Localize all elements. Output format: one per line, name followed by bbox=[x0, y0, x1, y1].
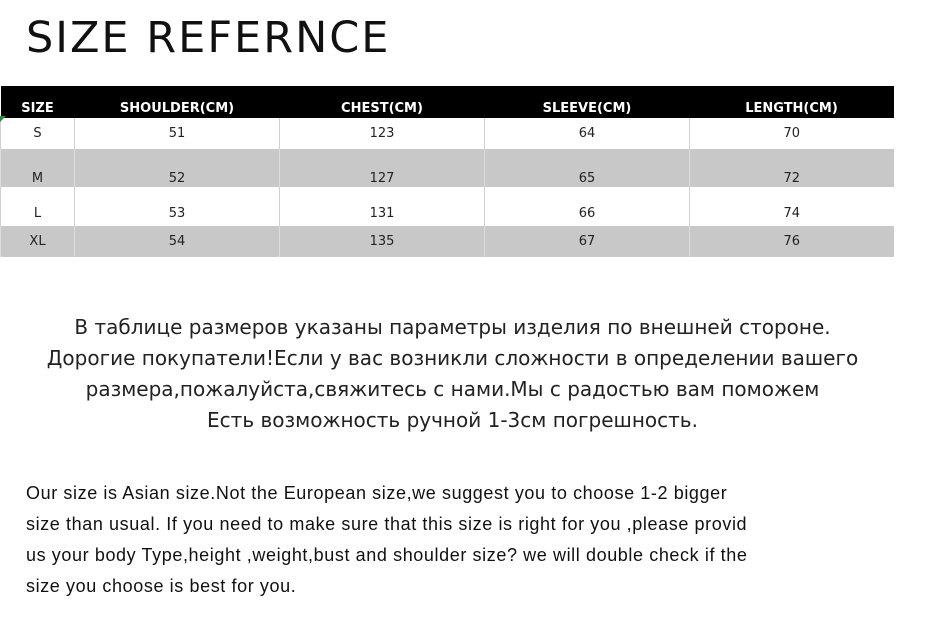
cell-shoulder: 52 bbox=[75, 149, 280, 187]
russian-notice-line: Дорогие покупатели!Если у вас возникли сложности в определении вашего bbox=[46, 346, 859, 370]
cell-sleeve: 67 bbox=[485, 226, 690, 257]
header-chest: CHEST(CM) bbox=[280, 86, 485, 118]
cell-length: 76 bbox=[690, 226, 894, 257]
cell-size: S bbox=[1, 118, 75, 149]
page-title: SIZE REFERNCE bbox=[26, 13, 391, 63]
russian-notice bbox=[0, 312, 905, 436]
cell-chest: 123 bbox=[280, 118, 485, 149]
table-row bbox=[1, 187, 894, 226]
cell-chest: 131 bbox=[280, 187, 485, 226]
cell-sleeve: 65 bbox=[485, 149, 690, 187]
english-notice-line: size than usual. If you need to make sure that this size is right for you ,please provid bbox=[26, 514, 748, 534]
russian-notice-line: Есть возможность ручной 1-3см погрешность. bbox=[207, 408, 698, 432]
english-notice-line: us your body Type,height ,weight,bust and shoulder size? we will double check if the bbox=[26, 545, 748, 565]
cell-size: L bbox=[1, 187, 75, 226]
cell-size: XL bbox=[1, 226, 75, 257]
header-size: SIZE bbox=[1, 86, 75, 118]
cell-length: 72 bbox=[690, 149, 894, 187]
russian-notice-line: размера,пожалуйста,свяжитесь с нами.Мы с радостью вам поможем bbox=[85, 377, 820, 401]
english-notice bbox=[26, 478, 896, 602]
table-row bbox=[1, 118, 894, 149]
header-length: LENGTH(CM) bbox=[690, 86, 894, 118]
english-notice-line: Our size is Asian size.Not the European size,we suggest you to choose 1-2 bigger bbox=[26, 483, 728, 503]
english-notice-line: size you choose is best for you. bbox=[26, 576, 297, 596]
cell-length: 70 bbox=[690, 118, 894, 149]
header-sleeve: SLEEVE(CM) bbox=[485, 86, 690, 118]
russian-notice-line: В таблице размеров указаны параметры изделия по внешней стороне. bbox=[74, 315, 831, 339]
cell-size: M bbox=[1, 149, 75, 187]
cell-shoulder: 53 bbox=[75, 187, 280, 226]
cell-sleeve: 64 bbox=[485, 118, 690, 149]
corner-mark bbox=[0, 116, 6, 122]
cell-sleeve: 66 bbox=[485, 187, 690, 226]
table-row bbox=[1, 226, 894, 257]
cell-length: 74 bbox=[690, 187, 894, 226]
cell-shoulder: 54 bbox=[75, 226, 280, 257]
cell-chest: 135 bbox=[280, 226, 485, 257]
size-chart-table bbox=[0, 86, 894, 257]
table-row bbox=[1, 149, 894, 187]
table-header-row bbox=[1, 86, 894, 118]
cell-chest: 127 bbox=[280, 149, 485, 187]
cell-shoulder: 51 bbox=[75, 118, 280, 149]
header-shoulder: SHOULDER(CM) bbox=[75, 86, 280, 118]
